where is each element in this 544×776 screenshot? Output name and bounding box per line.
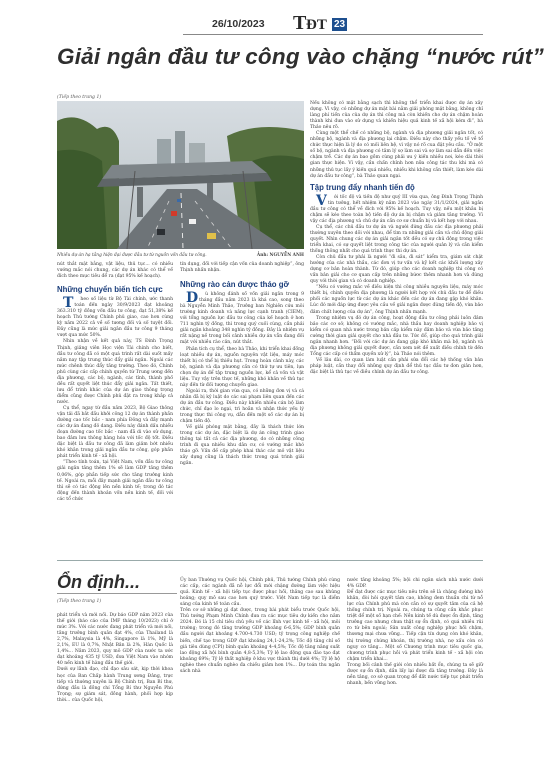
paragraph: Cùng một thể chế có những bộ, ngành và địa phương giải ngân tốt, có những bộ, ngành và địa phương lại chậm. Điều này cho thấy yếu tố về tổ chức thực hiện là lý do có mối liên hệ, vì vậy nó rõ cua đặt yêu cầu. “Ở một số bộ, ngành và địa phương có tâm lý sợ làm sai và sợ làm sai dẫn đến việc chậm trễ. Các dự án bao gồm cùng phải ưu ý kiến nhiều nơi, kéo dài thời gian thực hiện. Vì vậy, cần chấn chỉnh hơn nữa công tác thu khi mà có những thủ tục lấy ý kiến quá nhiều, nhiều khi không cần thiết, làm kéo dài dự án đầu tư công”, bà Thảo quan ngại. (310, 131, 483, 179)
paragraph: nút thắt mặt bằng, vật liệu, thủ tục... có nhiều vướng mắc nói chung, các dự án khác có thể về đích theo mục tiêu để ra (đạt 95% kế hoạch). (57, 262, 173, 280)
paragraph: “Theo tính toán, tại Việt Nam, vốn đầu tư công giải ngân tăng thêm 1% sẽ làm GDP tăng thêm 0,06%, góp phần tiếp sức cho tăng trưởng kinh tế. Ngoài ra, mỗi đây mạnh giải ngân đầu tư công thì sẽ có tác động lên nền kinh tế; trong đó tác động đến thành khoản vốn nền kinh tế, đối với các tổ chức (57, 460, 173, 502)
paragraph: Cụ thể, các chủ đầu tư dự án và người đứng đầu các địa phương phải thường xuyên theo dõi với nhau, để tìm ra những giải cần và chủ động giải quyết. Nhìn chung các dự án giải ngân tốt đều có sự chủ động trong việc triển khai, có sự quyết liệt trong công tác của người quản lý và cần kiểm thống thông nhất cho quá trình thực thi dự án. (310, 224, 483, 255)
highway-photo (57, 101, 304, 249)
paragraph: Nếu không có mặt bằng sạch thì không thể triển khai được dự án xây dựng. Vì vậy, có những dự án mặt bài nằm giải phóng mặt bằng, không chỉ làng phí tiền của của dự án thì công mà còn khiến cho dự án chậm hoàn thành khi đưa vào sử dụng và khiến hiệu quả kinh tế xã hội kém đi”, bà Thảo nêu rõ. (310, 101, 483, 131)
paragraph: Còn chủ đầu tư phải là người “đi sâu, đi sát” kiểm tra, giám sát chặt hướng của các nhà thầu, các đơn vị tư vấn và kỹ kết các khối lượng xây dựng cơ bản hoàn thành. Từ đó, giúp cho các doanh nghiệp thi công có vấn bản giải cho cơ quan cấp trên những bứơc thêm nhanh hơn và đúng quy với thời gian và có doanh nghiệp. (310, 255, 483, 285)
title-underline (57, 593, 177, 594)
paragraph: “Nếu có vướng mắc về điều kiện thì công nhiều nguyên liệu, máy móc thiết bị, chính quyền địa phương là người kết hợp với chủ đầu tư để điều phối các nguồn lực từ các dự án khác đến các dự án đang gặp khó khăn. Lúc đó mới đáp ứng được yêu cầu về giải ngân được đúng tiến độ, vừa bảo đảm chất lượng của dự án”, ông Thịnh nhấn mạnh. (310, 285, 483, 315)
article1-column-3 (310, 101, 483, 376)
newspaper-logo (292, 10, 327, 35)
subhead-positive-changes: Những chuyển biến tích cực (57, 285, 163, 295)
article-byline: (Tiếp theo trang 1) (57, 95, 102, 100)
paragraph: Phân tích cụ thể, theo bà Thảo, khi triển khai đồng loạt nhiều dự án, nguồn nguyên vật liệu, máy móc thiết bị có thể bị thiếu hụt. Trong hoàn cảnh này, các bộ, ngành và địa phương cần có thứ tự ưu tiên, lựa chọn dự án để tập trung nguồn lực, kể cả vốn và vật liệu. Tuy vậy trên thực tế, những khó khăn về thủ tục này đến từ đối tượng chuyển giao. (180, 346, 304, 388)
subhead-barriers-removed: Những rào cản được tháo gỡ (180, 280, 290, 290)
paragraph: Trong nhiệm vụ đó dự án công, hoạt động đầu tư công phải luôn đảm bảo các cơ sở, không có vướng mắc, nhà thầu hay doanh nghiệp bảo vị kiểm có quan nhà nước trong bản cấp kiểm này đảm bảo và vừa bảo tăng cường thời gian giải quyết cho nhà đầu tư. Tức đổ, giúp cho quá trình giải ngân nhanh hơn. “Đối với các dự án đang gặp khó khăn mà bộ, ngành và địa phương không giải quyết được, cần xem xét đề xuất điều chỉnh từ đến Tổng các cấp có thẩm quyền xử lý”, bà Thảo nói thêm. (310, 315, 483, 357)
paragraph: Dù không đánh số vốn giải ngân trong 9 tháng đầu năm 2023 là khá cao, song theo bà Nguyễn Minh Thảo, Trưởng ban Nghiên cứu môi trường kinh doanh và năng lực cạnh tranh (CIEM), với tổng nguồn lực đầu tư công của kế hoạch ở hơn 711 nghìn tỷ đồng, thì trong quý cuối cùng, cần phải giải ngân khoảng 348 nghìn tỷ đồng. Đây là nhiệm vụ rất nặng nề trong bối cảnh nhiều dự án vẫn đang đối mặt với nhiều rào cản, nút thắt. (180, 290, 304, 346)
photo-credit: Ảnh: NGUYỄN ANH (256, 253, 304, 258)
svg-text:T: T (293, 12, 307, 34)
page-number: 23 (333, 19, 346, 30)
paragraph: nước tăng khoảng 5%; bội chi ngân sách nhà nước dưới 4% GDP. Để đạt được các mục tiêu nêu trên sẽ là chặng đường khó khăn, đòi hỏi quyết tâm cao, không đem thuần chi từ nỗ lực của Chính phủ mà còn cần có sự quyết tâm của cả hệ thống chính trị. Ngoài ra, chúng ta cũng cần khắc phục triệt để một số hạn chế: Nền kinh tế dù được ổn định, tăng trưởng cao nhưng chưa thật sự ổn định, có quá nhiều rủi ro từ bên ngoài; Sản xuất công nghiệp phục hồi chậm, thương mại chưa vững... Tiếp cận tín dụng còn khó khăn, thị trường chứng khoán, thị trường nhà, nợ xấu còn có nguy cơ tăng... Một số Chương trình mục tiêu quốc gia, chương trình phục hồi và phát triển kinh tế - xã hội còn chậm triển khai... Trong bối cảnh thế giới còn nhiều bất ổn, chúng ta sẽ giữ được sự ổn định, dần lấy lại được đà tăng trưởng. Đây là nền tảng, cơ sở quan trọng để đất nước tiếp tục phát triển nhanh, bền vững hơn. (347, 578, 483, 686)
article2-title: Ổn định... (57, 572, 140, 592)
paragraph: phát triển và mới nối. Dự báo GDP năm 2023 của thế giới (báo cáo của IMF tháng 10/2023) chỉ ở mức 3%. Với các nước đang phát triển và mới nối, tăng trưởng bình quân đạt 4%, của Thailand là 2,7%, Malaysia là 4%, Singapore là 1%, Mỹ là 2,1%, EU là 0,7%, Nhật Bản là 2%, Hàn Quốc là 1,4%... Năm 2023, quy mô GDP của nước ta ước đạt khoảng 435 tỷ USD, đưa Việt Nam vào nhóm 40 nền kinh tế hàng đầu thế giới. Dưới sự lãnh đạo, chỉ đạo sâu sát, kịp thời khoa học của Ban Chấp hành Trung ương Đảng, trực tiếp và thường xuyên là Bộ Chính trị, Ban Bí thư, đứng đầu là đồng chí Tổng Bí thư Nguyễn Phú Trọng; sự giám sát, đồng hành, phối hợp kịp thời... của Quốc hội, (57, 613, 173, 703)
paragraph: Nhìn nhận về kết quả này, TS Đinh Trọng Thịnh, giảng viên Học viện Tài chính cho biết, đầu tư công đã có một quá trình rất dài suốt mấy năm nay tập trung thúc đẩy giải ngân. Ngoài các mức chênh thúc đẩy tăng trưởng. Theo đó, Chính phủ cùng các cấp chính quyền từ Trung ương đến địa phương, các bộ, ngành, các tỉnh, thành phố đều rất quyết liệt thúc đẩy giải ngân. Tất thiết, lưu đổ trình khác của dự án giao thông trọng điểm cũng được Chính phủ đặt ra trong khắp cả nước. (57, 339, 173, 405)
paragraph: Về giải phóng mặt bằng, đây là thách thức lớn trong các dự án, đặc biệt là dự án công trình giao thông tại tất cả các địa phương, do có những công trình đi qua nhiều khu dân cư, có vướng mắc khó tháo gỡ. Vấn đề cấp phép khai thác các mỏ vật liệu xây dựng cũng là thách thức trong quá trình giải ngân. (180, 425, 304, 467)
subhead-speed-up: Tập trung đẩy nhanh tiến độ (310, 182, 415, 192)
paragraph: Về lâu dài, cơ quan làm luật cần phải sửa đổi các hệ thống văn bản pháp luật, cần thay đổi những quy định để thủ tục đầu tư đơn giản hơn, đặc biệt là thủ tục về điều chỉnh dự án đầu tư công. (310, 357, 483, 375)
photo-caption (57, 253, 304, 258)
article1-column-2 (180, 262, 304, 467)
paragraph: tín dụng, đối với tiếp cận vốn của doanh nghiệp”, ông Thịnh nhấn nhận. (180, 262, 304, 274)
svg-text:ĐT: ĐT (306, 17, 327, 33)
paragraph: Cụ thể, ngay từ đầu năm 2023, Bộ Giao thông vận tải đã bắt đầu khởi công 12 dự án thành phần đường cao tốc bắc - nam phía Đông và đầy mạnh các dự án đang đỏ dang. Điều này đánh dấu nhiều đoạn đường cao tốc bắc - nam đã di vào sử dụng, bao đảm lưu thông hàng hóa với tốc độ tốt. Điều đặc biệt là đầu tư công đã làm giảm bớt nhiều khó khăn trong giải ngân đầu tư công, góp phần phát triển kinh tế - xã hội. (57, 405, 173, 460)
paragraph: Ngoài ra, thời gian vừa qua, có những đơn vị và cá nhân đã bị kỷ luật do các sai phạm liên quan đến các dự án đầu tư công. Điều này khiến nhiều cán bộ làm chức, chỉ đạo lo ngại, trì hoãn và nhận thức yếu lý trong thực thi công vụ, dẫn đến một số các dự án bị chậm tiến độ. (180, 388, 304, 425)
paragraph: Với tốc độ và tiến độ như quý III vừa qua, ông Đinh Trọng Thịnh tin tưởng, hết nhiệm kỳ năm 2023 vào ngày 31/1/2024, giải ngân đầu tư công có thể về đích với 95% kế hoạch. Tuy vậy, nếu một khâu bị chậm sẽ kéo theo toàn bộ tiến độ dự án bị chậm và giảm tăng trưởng. Vì vậy các địa phương và chủ dự án cần cơ sư chuẩn bị và kết hợp với nhau. (310, 192, 483, 224)
caption-text: Nhiều dự án hạ tầng hiện đại được đầu tư từ nguồn vốn đầu tư công. (57, 253, 207, 258)
article-title: Giải ngân đầu tư công vào chặng “nước rút” (57, 44, 544, 69)
paragraph: Theo số liệu từ Bộ Tài chính, ước thanh toán đến ngày 30/9/2023 đạt khoảng 363.310 tỷ đồng vốn đầu tư công, đạt 51,38% kế hoạch Thủ tướng Chính phủ giao, cao hơn cùng kỳ năm 2022 cả về số tương đối và số tuyệt đối. Đây cũng là mức giải ngân đầu tư công 9 tháng vượt qua mức 50%. (57, 295, 173, 339)
paragraph: Ủy ban Thường vụ Quốc hội, Chính phủ, Thủ tướng Chính phủ cùng các cấp, các ngành đã nỗ lực đổi mới chặng đường làm việc hiệu quả. Kinh tế - xã hội tiếp tục được phục hồi, thăng cao sau khủng hoảng; quy mô sau cao hơn quý trước. Việt Nam tiếp tục là điểm sáng của kinh tế toàn cầu. Trên cơ sở những gì đạt được, trong bài phát biểu trước Quốc hội, Thủ tướng Phạm Minh Chính đưa ra các mục tiêu dự kiến cho năm 2024. Đó là 15 chỉ tiêu chủ yếu về các lĩnh vực kinh tế - xã hội, môi trường; trong đó tăng trưởng GDP khoảng 6-6,5%; GDP bình quân đầu người đạt khoảng 4.700-4.730 USD; tỷ trọng công nghiệp chế biến, chế tạo trong GDP đạt khoảng 24,1-24,2%; Tốc độ tăng chỉ số giá tiêu dùng (CPI) bình quân khoảng 4-4,5%; Tốc độ tăng năng suất lao động xã hội bình quân 4,8-5,3%; Tỷ lệ lao động qua đào tạo đạt khoảng 69%; Tỷ lệ thất nghiệp ở khu vực thành thị dưới 4%; Tỷ lệ hộ nghèo theo chuẩn nghèo đa chiều giảm hơn 1%... Dự toán thu ngân sách nhà (180, 578, 340, 674)
article-divider (57, 560, 483, 561)
article2-column-2 (180, 572, 340, 681)
article2-column-3 (347, 572, 483, 693)
article2-byline: (Tiếp theo trang 1) (57, 599, 102, 604)
issue-date: 26/10/2023 (212, 18, 265, 30)
article1-column-1 (57, 262, 173, 503)
article2-column-1 (57, 607, 173, 710)
header-rule (183, 34, 483, 35)
